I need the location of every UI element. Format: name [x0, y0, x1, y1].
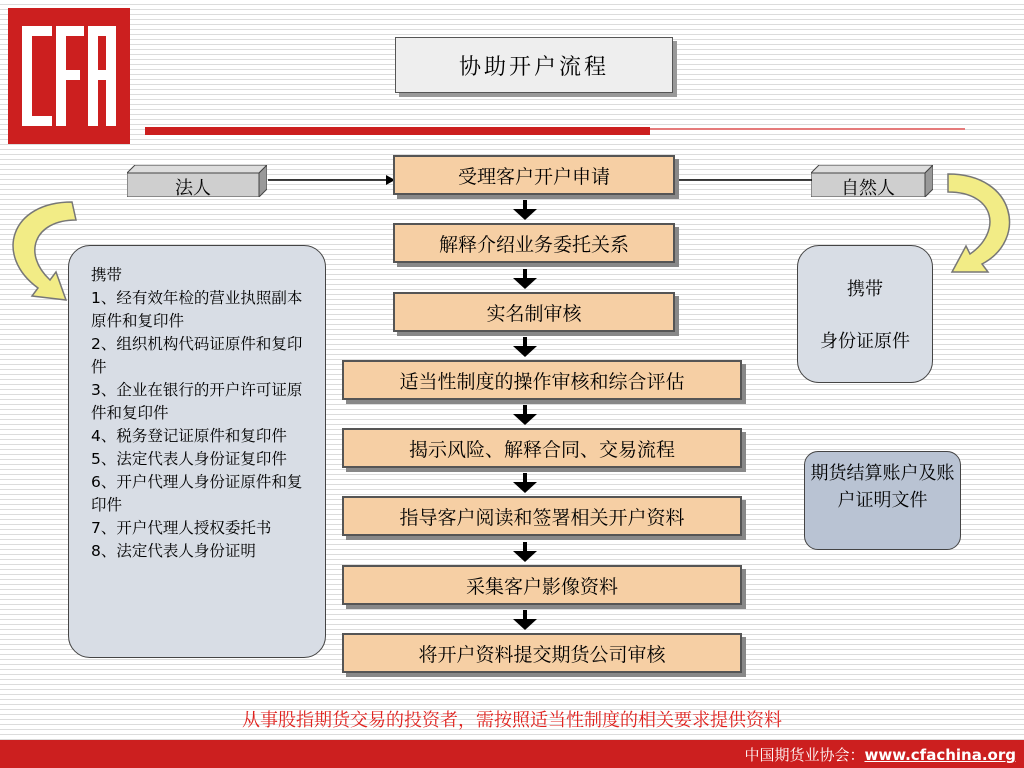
- document-item: 1、经有效年检的营业执照副本原件和复印件: [91, 289, 303, 330]
- natural-person-documents-panel: [797, 245, 933, 383]
- legal-person-box: [127, 165, 267, 197]
- down-arrow-icon: [513, 405, 537, 425]
- step-6: 指导客户阅读和签署相关开户资料: [342, 496, 742, 536]
- cfa-logo: [8, 8, 130, 144]
- down-arrow-icon: [513, 473, 537, 493]
- legal-person-label: 法人: [175, 178, 211, 199]
- step-8: 将开户资料提交期货公司审核: [342, 633, 742, 673]
- legal-person-documents-panel: [68, 245, 326, 658]
- document-item: 3、企业在银行的开户许可证原件和复印件: [91, 381, 303, 422]
- down-arrow-icon: [513, 337, 537, 357]
- step-4: 适当性制度的操作审核和综合评估: [342, 360, 742, 400]
- footer-label: 中国期货业协会：: [744, 746, 865, 764]
- footer-link[interactable]: www.cfachina.org: [864, 746, 1016, 764]
- title-divider: [145, 127, 650, 135]
- step-7: 采集客户影像资料: [342, 565, 742, 605]
- page-title: 协助开户流程: [395, 37, 673, 93]
- down-arrow-icon: [513, 542, 537, 562]
- step-1: 受理客户开户申请: [393, 155, 675, 195]
- panel-heading: 携带: [847, 279, 883, 300]
- requirement-note: 从事股指期货交易的投资者，需按照适当性制度的相关要求提供资料: [242, 710, 782, 731]
- down-arrow-icon: [513, 610, 537, 630]
- step-3: 实名制审核: [393, 292, 675, 332]
- step-2: 解释介绍业务委托关系: [393, 223, 675, 263]
- footer-text: [744, 744, 1016, 765]
- natural-person-box: [811, 165, 933, 197]
- document-item: 6、开户代理人身份证原件和复印件: [91, 473, 303, 514]
- document-item: 8、法定代表人身份证明: [91, 542, 256, 560]
- settlement-account-panel: 期货结算账户及账户证明文件: [804, 451, 961, 550]
- down-arrow-icon: [513, 269, 537, 289]
- down-arrow-icon: [513, 200, 537, 220]
- legal-to-step-arrow: [268, 172, 396, 188]
- right-curved-arrow-icon: [930, 168, 1024, 284]
- document-item: 4、税务登记证原件和复印件: [91, 427, 287, 445]
- natural-person-label: 自然人: [841, 178, 895, 199]
- title-divider-thin: [650, 128, 965, 130]
- document-item: 7、开户代理人授权委托书: [91, 519, 272, 537]
- document-item: 2、组织机构代码证原件和复印件: [91, 335, 303, 376]
- step-5: 揭示风险、解释合同、交易流程: [342, 428, 742, 468]
- document-item: 5、法定代表人身份证复印件: [91, 450, 287, 468]
- document-item: 身份证原件: [820, 331, 910, 352]
- panel-heading: 携带: [91, 266, 123, 284]
